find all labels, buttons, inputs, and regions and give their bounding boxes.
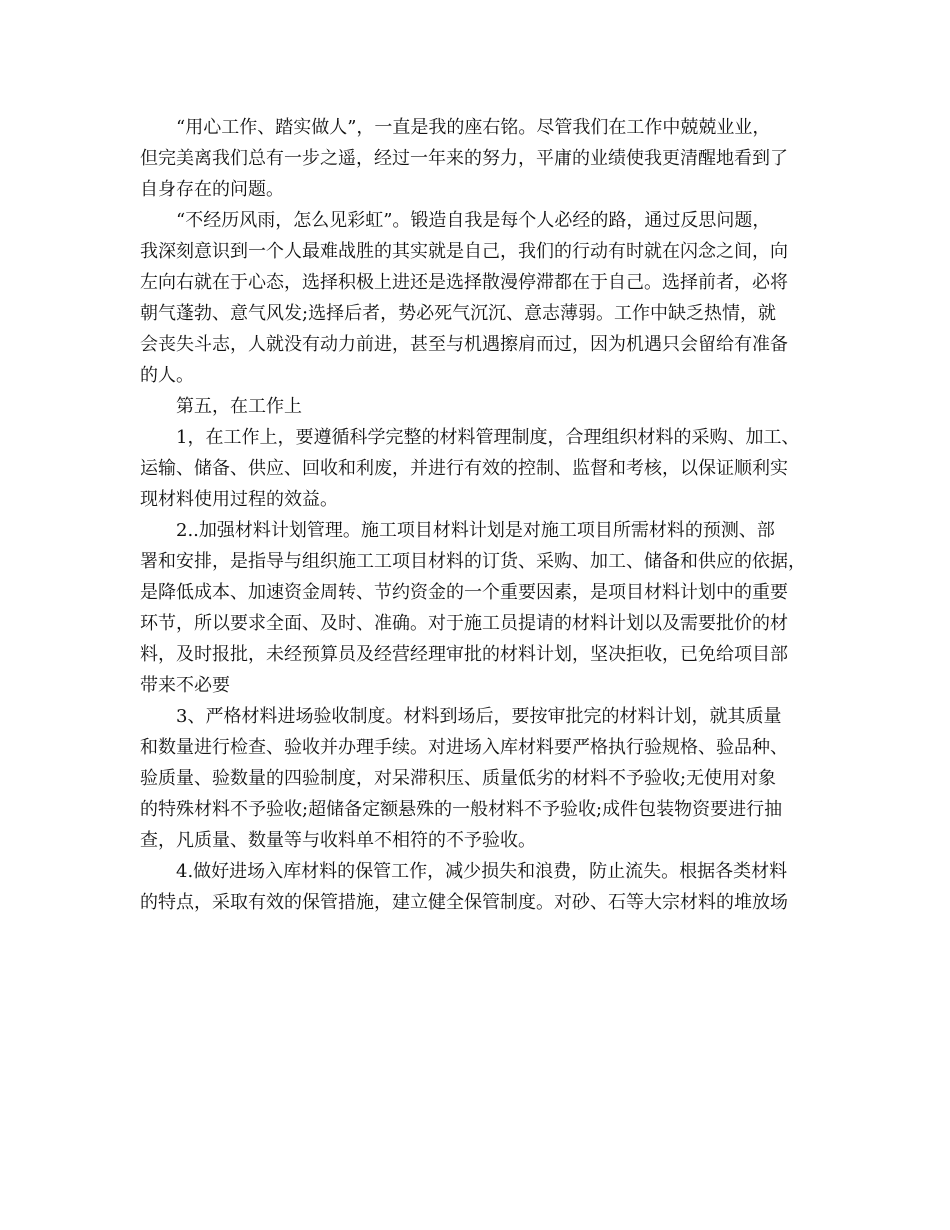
text-line: 的特点，采取有效的保管措施，建立健全保管制度。对砂、石等大宗材料的堆放场 (140, 892, 788, 913)
text-line: 现材料使用过程的效益。 (140, 489, 338, 510)
text-line: 会丧失斗志，人就没有动力前进，甚至与机遇擦肩而过，因为机遇只会留给有准备 (140, 334, 788, 355)
text-line: 料，及时报批，未经预算员及经营经理审批的材料计划，坚决拒收，已免给项目部 (140, 644, 788, 665)
text-line: 环节，所以要求全面、及时、准确。对于施工员提请的材料计划以及需要批价的材 (140, 613, 788, 634)
text-line: 3、严格材料进场验收制度。材料到场后，要按审批完的材料计划，就其质量 (140, 706, 782, 727)
text-line: 验质量、验数量的四验制度，对呆滞积压、质量低劣的材料不予验收;无使用对象 (140, 768, 777, 789)
text-line: 但完美离我们总有一步之遥，经过一年来的努力，平庸的业绩使我更清醒地看到了 (140, 148, 788, 169)
text-line: “用心工作、踏实做人”，一直是我的座右铭。尽管我们在工作中兢兢业业， (140, 117, 771, 138)
text-line: 左向右就在于心态，选择积极上进还是选择散漫停滞都在于自己。选择前者，必将 (140, 272, 788, 293)
document-body (140, 112, 830, 918)
section-heading: 第五，在工作上 (140, 396, 302, 417)
text-line: 1，在工作上，要遵循科学完整的材料管理制度，合理组织材料的采购、加工、 (140, 427, 800, 448)
text-line: 查，凡质量、数量等与收料单不相符的不予验收。 (140, 830, 536, 851)
text-line: 和数量进行检查、验收并办理手续。对进场入库材料要严格执行验规格、验品种、 (140, 737, 788, 758)
text-line: 的人。 (140, 365, 194, 386)
text-line: 2..加强材料计划管理。施工项目材料计划是对施工项目所需材料的预测、部 (140, 520, 775, 541)
text-line: 朝气蓬勃、意气风发;选择后者，势必死气沉沉、意志薄弱。工作中缺乏热情，就 (140, 303, 777, 324)
text-line: 我深刻意识到一个人最难战胜的其实就是自己，我们的行动有时就在闪念之间，向 (140, 241, 788, 262)
text-line: “不经历风雨，怎么见彩虹”。锻造自我是每个人必经的路，通过反思问题， (140, 210, 771, 231)
text-line: 自身存在的问题。 (140, 179, 284, 200)
text-line: 是降低成本、加速资金周转、节约资金的一个重要因素，是项目材料计划中的重要 (140, 582, 788, 603)
text-line: 运输、储备、供应、回收和利废，并进行有效的控制、监督和考核，以保证顺利实 (140, 458, 788, 479)
text-line: 4.做好进场入库材料的保管工作，减少损失和浪费，防止流失。根据各类材料 (140, 861, 788, 882)
text-line: 带来不必要 (140, 675, 230, 696)
text-line: 的特殊材料不予验收;超储备定额悬殊的一般材料不予验收;成件包装物资要进行抽 (140, 799, 783, 820)
text-line: 署和安排，是指导与组织施工工项目材料的订货、采购、加工、储备和供应的依据， (140, 551, 806, 572)
